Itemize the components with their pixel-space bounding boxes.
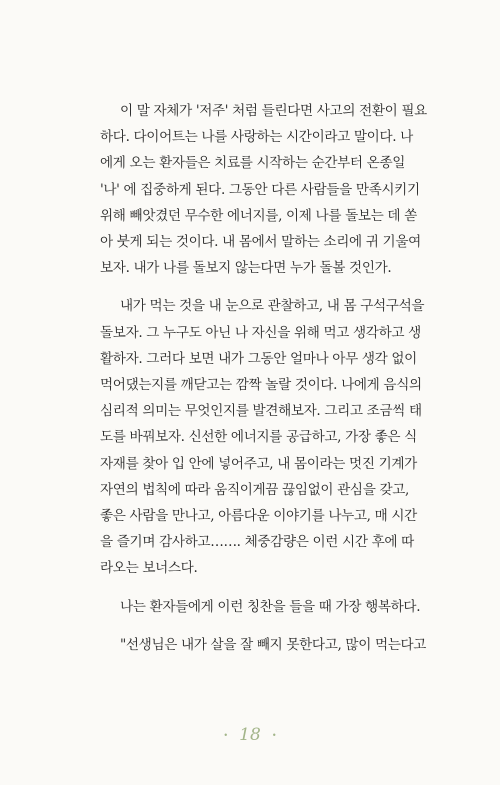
ornament-dot-icon: • — [271, 731, 277, 740]
text-line: '나' 에 집중하게 된다. 그동안 다른 사람들을 만족시키기 — [100, 181, 420, 198]
ornament-dot-icon: • — [223, 731, 229, 740]
text-line: 나는 환자들에게 이런 칭찬을 들을 때 가장 행복하다. — [120, 598, 421, 615]
text-line: 자재를 찾아 입 안에 넣어주고, 내 몸이라는 멋진 기계가 — [100, 455, 417, 472]
text-line: 심리적 의미는 무엇인지를 발견해보자. 그리고 조금씩 태 — [100, 403, 422, 420]
text-line: 을 즐기며 감사하고……. 체중감량은 이런 시간 후에 따 — [100, 534, 414, 551]
paragraph-1 — [100, 98, 427, 281]
paragraph-2 — [100, 293, 425, 581]
text-line: 하다. 다이어트는 나를 사랑하는 시간이라고 말이다. 나 — [100, 129, 413, 146]
text-line: 에게 오는 환자들은 치료를 시작하는 순간부터 온종일 — [100, 155, 406, 172]
text-line: 자연의 법칙에 따라 움직이게끔 끊임없이 관심을 갖고, — [100, 481, 409, 498]
text-line: 도를 바꿔보자. 신선한 에너지를 공급하고, 가장 좋은 식 — [100, 429, 417, 446]
text-line: 이 말 자체가 '저주' 처럼 들린다면 사고의 전환이 필요 — [120, 103, 427, 119]
page-number: 18 — [239, 725, 261, 745]
page-number-footer — [0, 725, 500, 745]
text-line: 보자. 내가 나를 돌보지 않는다면 누가 돌볼 것인가. — [100, 260, 392, 277]
text-line: 활하자. 그러다 보면 내가 그동안 얼마나 아무 생각 없이 — [100, 350, 417, 367]
text-line: "선생님은 내가 살을 잘 빼지 못한다고, 많이 먹는다고 — [120, 636, 427, 653]
paragraph-3 — [100, 594, 420, 620]
text-line: 먹어댔는지를 깨닫고는 깜짝 놀랄 것이다. 나에게 음식의 — [100, 377, 422, 394]
text-line: 내가 먹는 것을 내 눈으로 관찰하고, 내 몸 구석구석을 — [120, 298, 425, 315]
text-line: 돌보자. 그 누구도 아닌 나 자신을 위해 먹고 생각하고 생 — [100, 324, 421, 341]
text-line: 위해 빼앗겼던 무수한 에너지를, 이제 나를 돌보는 데 쏟 — [100, 207, 417, 224]
text-line: 좋은 사람을 만나고, 아름다운 이야기를 나누고, 매 시간 — [100, 508, 417, 525]
paragraph-4 — [100, 632, 427, 658]
text-line: 아 붓게 되는 것이다. 내 몸에서 말하는 소리에 귀 기울여 — [100, 234, 421, 251]
text-line: 라오는 보너스다. — [100, 560, 198, 577]
body-text — [100, 98, 427, 670]
